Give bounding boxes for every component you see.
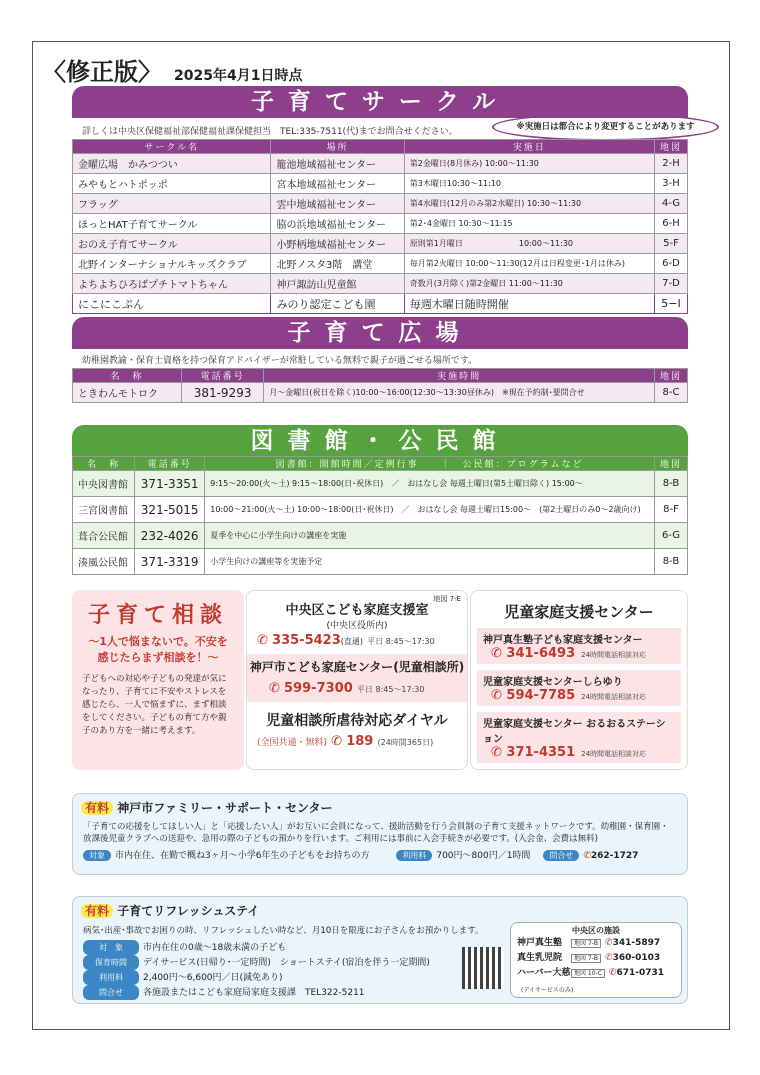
plaza-table: [72, 368, 688, 403]
table-cell: 北野ノスタ3階 講堂: [271, 254, 404, 274]
table-row: [73, 294, 688, 314]
phone-icon: ✆: [583, 851, 591, 861]
facility-row: [517, 951, 675, 966]
table-cell: 籠池地域福祉センター: [271, 154, 404, 174]
facility-row: [517, 936, 675, 951]
support-center-item: [477, 670, 681, 706]
table-cell: 7-D: [654, 274, 687, 294]
consult-a-title: 中央区こども家庭支援室: [285, 603, 429, 618]
col-header: 名 称: [73, 457, 135, 471]
consult-b-title: 神戸市こども家庭センター(児童相談所): [247, 654, 467, 679]
refresh-label: 対 象: [83, 940, 139, 955]
table-cell[interactable]: 321-5015: [135, 497, 205, 523]
phone-icon: ✆: [269, 681, 280, 696]
facility-tel[interactable]: 671-0731: [616, 968, 665, 978]
table-cell: ほっとHAT子育てサークル: [73, 214, 271, 234]
col-header: 地図: [654, 369, 687, 383]
family-title: 神戸市ファミリー・サポート・センター: [117, 801, 333, 815]
consult-a-sub: (中央区役所内): [326, 621, 388, 631]
table-cell: 中央図書館: [73, 471, 135, 497]
table-header: [73, 369, 688, 383]
table-row: [73, 214, 688, 234]
table-cell: みのり認定こども園: [271, 294, 404, 314]
facility-map: 地図 10-C: [571, 969, 605, 978]
phone-icon: ✆: [331, 734, 343, 749]
family-tel[interactable]: 262-1727: [590, 851, 639, 861]
library-table: [72, 456, 688, 575]
table-cell: フラッグ: [73, 194, 271, 214]
circle-table: [72, 139, 688, 314]
page-header: [42, 52, 302, 87]
support-center-note: 24時間電話相談対応: [581, 651, 647, 659]
refresh-value: 市内在住の0歳～18歳未満の子ども: [143, 943, 287, 953]
plaza-banner: 子育て広場: [72, 317, 688, 349]
consult-body: 子どもへの対応や子どもの発達が気になったり、子育てに不安やストレスを感じたら、一人で悩まずに、まず相談をしてください。子どもの育て方や親子のあり方を一緒に考えます。: [82, 674, 227, 736]
table-cell: 小学生向けの講座等を実施予定: [205, 549, 655, 575]
facility-name: 神戸真生塾: [517, 938, 563, 948]
table-cell[interactable]: 371-3319: [135, 549, 205, 575]
consult-a-tel-note: (直通): [340, 637, 364, 646]
support-center-panel: [470, 590, 688, 770]
phone-icon: ✆: [605, 953, 613, 963]
edition-label: 〈修正版〉: [42, 58, 162, 86]
consult-a-hours: 平日 8:45～17:30: [367, 637, 435, 646]
facility-row: [517, 966, 675, 981]
family-fee: 700円～800円／1時間: [436, 851, 531, 861]
table-cell: 2-H: [654, 154, 687, 174]
circle-note: 詳しくは中央区保健福祉部保健福祉課保健担当 TEL:335-7511(代)までお問合せください。: [82, 127, 458, 137]
consult-b-tel[interactable]: 599-7300: [284, 681, 353, 696]
table-row: [73, 274, 688, 294]
table-cell: 8-C: [654, 383, 687, 403]
refresh-label: 利用料: [83, 970, 139, 985]
refresh-body: 病気･出産･事故でお困りの時、リフレッシュしたい時など、月10日を限度にお子さんをお預かりします。: [83, 926, 484, 936]
facility-list: [511, 936, 681, 981]
table-cell: ときわんモトロク: [73, 383, 182, 403]
table-cell[interactable]: 381-9293: [181, 383, 263, 403]
table-cell: 10:00～21:00(火～土) 10:00～18:00(日･祝休日) ／ おはなし会 毎週土曜日15:00～ (第2土曜日のみ0～2歳向け): [205, 497, 655, 523]
col-header: 地図: [654, 457, 687, 471]
table-cell: 6-D: [654, 254, 687, 274]
table-row: [73, 383, 688, 403]
table-row: [73, 523, 688, 549]
table-cell: にこにこぷん: [73, 294, 271, 314]
table-row: [73, 497, 688, 523]
col-header: 電話番号: [135, 457, 205, 471]
family-body: 「子育ての応援をしてほしい人」と「応援したい人」がお互いに会員になって、援助活動を行う会員制の子育て支援ネットワークです。幼稚園・保育園・放課後児童クラブへの送迎や、急用の際の子どもの預かりを行います。ご利用には事前に入会手続きが必要です。(入会金、会費は無料): [83, 822, 669, 844]
phone-icon: ✆: [491, 646, 507, 661]
consult-sub: ～1人で悩まないで。不安を感じたらまず相談を！～: [88, 635, 228, 664]
table-row: [73, 154, 688, 174]
table-cell: 4-G: [654, 194, 687, 214]
qr-code[interactable]: [462, 947, 504, 989]
consult-a-map: 地図 7-E: [433, 595, 461, 603]
family-label-contact: 問合せ: [543, 850, 579, 861]
table-cell: 5-F: [654, 234, 687, 254]
table-cell: 月～金曜日(祝日を除く)10:00～16:00(12:30～13:30昼休み) ※現在予約制･要問合せ: [264, 383, 655, 403]
table-cell: 8-B: [654, 471, 687, 497]
table-cell: 毎週木曜日随時開催: [404, 294, 654, 314]
col-header: 実施時間: [264, 369, 655, 383]
table-header: [73, 457, 688, 471]
col-header: 場所: [271, 140, 404, 154]
support-center-list: [471, 628, 687, 763]
phone-icon: ✆: [491, 745, 507, 760]
table-cell: おのえ子育てサークル: [73, 234, 271, 254]
table-cell: 6-G: [654, 523, 687, 549]
table-cell[interactable]: 232-4026: [135, 523, 205, 549]
consult-panel: [72, 590, 244, 770]
refresh-label: 保育時間: [83, 955, 139, 970]
table-cell: 小野柄地域福祉センター: [271, 234, 404, 254]
phone-icon: ✆: [608, 968, 617, 978]
table-cell: 脇の浜地域福祉センター: [271, 214, 404, 234]
support-center-tel[interactable]: 341-6493: [506, 646, 576, 661]
table-header: [73, 140, 688, 154]
refresh-value: 各施設またはこども家庭局家庭支援課 TEL322-5211: [143, 988, 365, 998]
support-center-tel[interactable]: 371-4351: [506, 745, 576, 760]
refresh-title: 子育てリフレッシュステイ: [117, 904, 260, 918]
refresh-label: 問合せ: [83, 985, 139, 1000]
support-center-tel[interactable]: 594-7785: [506, 688, 576, 703]
table-cell: 夏季を中心に小学生向けの講座を実施: [205, 523, 655, 549]
table-cell: よちよちひろばプチトマトちゃん: [73, 274, 271, 294]
table-row: [73, 254, 688, 274]
plaza-note: 幼稚園教諭・保育士資格を持つ保育アドバイザーが常駐している無料で親子が過ごせる場所です。: [82, 356, 478, 366]
table-row: [73, 549, 688, 575]
phone-icon: ✆: [605, 938, 613, 948]
facility-title: 中央区の施設: [572, 926, 620, 935]
refresh-value: デイサービス(日帰り･一定時間) ショートステイ(宿泊を伴う一定期間): [143, 958, 430, 968]
facility-note: (デイサービスのみ): [521, 987, 574, 994]
table-cell: 金曜広場 かみつつい: [73, 154, 271, 174]
facility-map: 地図 7-B: [571, 939, 601, 948]
support-center-title: 児童家庭支援センター: [504, 603, 654, 621]
col-header: 実施日: [404, 140, 654, 154]
table-cell: 第4水曜日(12月のみ第2水曜日) 10:30～11:30: [404, 194, 654, 214]
col-header: サークル名: [73, 140, 271, 154]
phone-icon: ✆: [491, 688, 507, 703]
consult-title: 子育て相談: [87, 603, 228, 628]
table-cell: 奇数月(3月除く)第2金曜日 11:00～11:30: [404, 274, 654, 294]
support-center-name: 神戸真生塾子ども家庭支援センター: [483, 635, 643, 646]
phone-icon: ✆: [257, 633, 268, 648]
support-center-name: 児童家庭支援センターしらゆり: [483, 677, 623, 688]
consult-c-title: 児童相談所虐待対応ダイヤル: [266, 713, 448, 729]
support-center-note: 24時間電話相談対応: [581, 750, 647, 758]
table-cell: 5−I: [654, 294, 687, 314]
facility-box: [510, 922, 682, 998]
table-cell: 9:15～20:00(火～土) 9:15～18:00(日･祝休日) ／ おはなし会 毎週土曜日(第5土曜日除く) 15:00～: [205, 471, 655, 497]
support-center-name: 児童家庭支援センター おるおるステーション: [483, 719, 666, 745]
table-cell: 3-H: [654, 174, 687, 194]
table-cell: 第3木曜日10:30～11:10: [404, 174, 654, 194]
consult-contacts: [246, 590, 468, 770]
facility-name: 真生乳児院: [517, 953, 563, 963]
table-row: [73, 194, 688, 214]
table-row: [73, 471, 688, 497]
table-cell: 毎月第2火曜日 10:00～11:30(12月は日程変更･1月は休み): [404, 254, 654, 274]
consult-c-tel[interactable]: 189: [346, 734, 374, 749]
table-cell: 第2金曜日(8月休み) 10:00～11:30: [404, 154, 654, 174]
table-cell: 8-F: [654, 497, 687, 523]
facility-tel[interactable]: 360-0103: [612, 953, 661, 963]
col-header: 地図: [654, 140, 687, 154]
support-center-note: 24時間電話相談対応: [581, 693, 647, 701]
table-cell: 北野インターナショナルキッズクラブ: [73, 254, 271, 274]
family-target: 市内在住、在勤で概ね3ヶ月～小学6年生の子どもをお持ちの方: [115, 851, 370, 861]
table-cell[interactable]: 371-3351: [135, 471, 205, 497]
facility-name: ハーバー大慈: [517, 968, 571, 978]
paid-tag: 有料: [81, 904, 113, 918]
family-label-target: 対象: [83, 850, 111, 861]
consult-c-hours: (24時間365日): [377, 738, 434, 747]
facility-tel[interactable]: 341-5897: [612, 938, 661, 948]
table-cell: 8-B: [654, 549, 687, 575]
table-row: [73, 174, 688, 194]
col-header: 電話番号: [181, 369, 263, 383]
refresh-value: 2,400円～6,600円／日(減免あり): [143, 973, 283, 983]
consult-b-hours: 平日 8:45～17:30: [356, 685, 425, 694]
family-label-fee: 利用料: [396, 850, 432, 861]
support-center-item: [477, 628, 681, 664]
circle-oval-note: ※実施日は都合により変更することがあります: [492, 113, 719, 141]
table-cell: 湊風公民館: [73, 549, 135, 575]
table-row: [73, 234, 688, 254]
support-center-item: [477, 712, 681, 763]
library-banner: 図書館・公民館: [72, 425, 688, 457]
family-support-panel: [72, 793, 688, 875]
consult-c-note: (全国共通・無料): [257, 738, 328, 748]
paid-tag: 有料: [81, 801, 113, 815]
table-cell: 神戸諏訪山児童館: [271, 274, 404, 294]
table-cell: 原則第1月曜日 10:00～11:30: [404, 234, 654, 254]
table-cell: 第2･4金曜日 10:30～11:15: [404, 214, 654, 234]
table-cell: 三宮図書館: [73, 497, 135, 523]
col-header: 図書館：開館時間／定例行事 ｜ 公民館：プログラムなど: [205, 457, 655, 471]
table-cell: 葺合公民館: [73, 523, 135, 549]
facility-map: 地図 7-B: [571, 954, 601, 963]
table-cell: みやもとハトポッポ: [73, 174, 271, 194]
table-cell: 雲中地域福祉センター: [271, 194, 404, 214]
date-label: 2025年4月1日時点: [174, 68, 303, 84]
circle-banner: 子育てサークル: [72, 86, 688, 118]
table-cell: 宮本地域福祉センター: [271, 174, 404, 194]
table-cell: 6-H: [654, 214, 687, 234]
col-header: 名 称: [73, 369, 182, 383]
consult-a-tel[interactable]: 335-5423: [272, 633, 341, 648]
